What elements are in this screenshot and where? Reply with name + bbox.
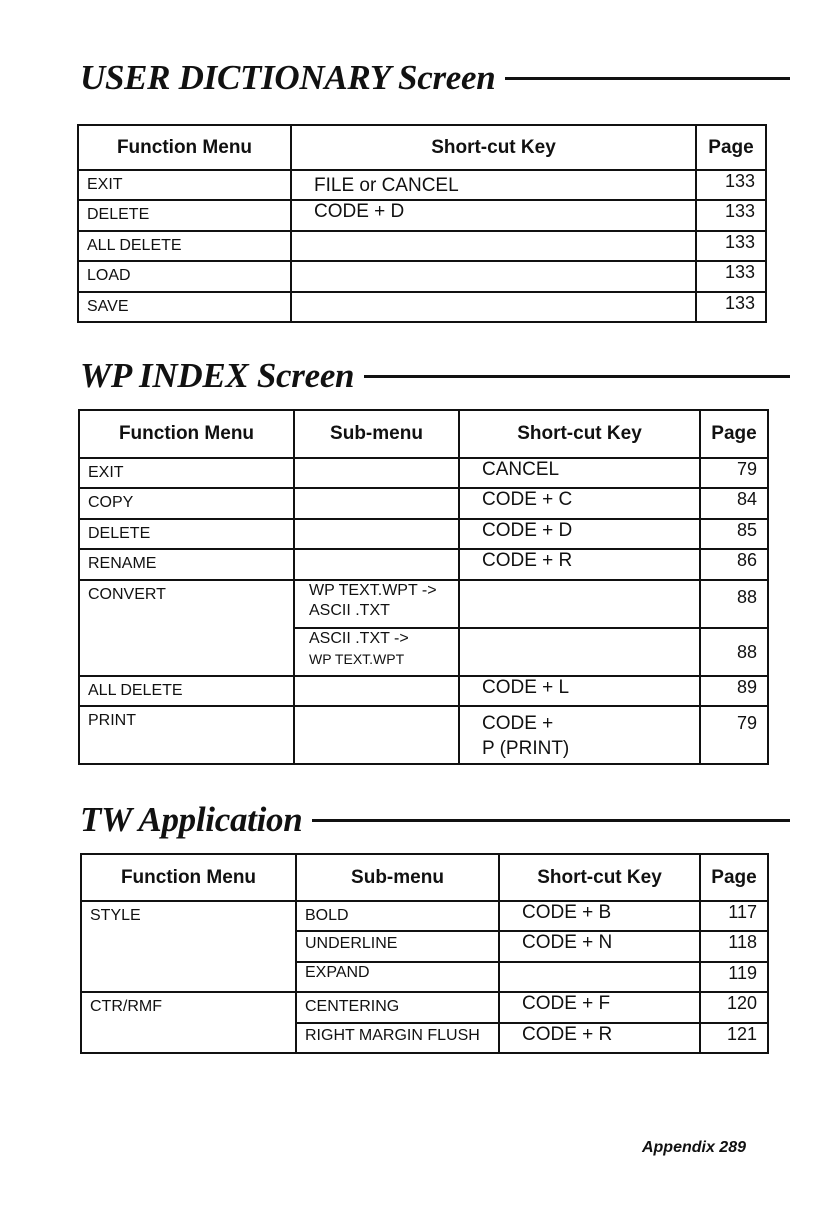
shortcut-cell xyxy=(291,231,696,261)
submenu-cell xyxy=(294,519,459,549)
function-cell: DELETE xyxy=(79,519,294,549)
table-row xyxy=(79,488,768,519)
page-cell: 120 xyxy=(700,992,768,1023)
table-header-row xyxy=(78,125,766,170)
function-cell: ALL DELETE xyxy=(78,231,291,261)
user-dictionary-table xyxy=(77,124,767,323)
submenu-cell xyxy=(294,580,459,628)
submenu-cell: EXPAND xyxy=(296,962,499,992)
function-cell: CTR/RMF xyxy=(81,992,296,1023)
column-header: Function Menu xyxy=(81,854,296,901)
function-cell xyxy=(81,1023,296,1053)
table-row xyxy=(79,580,768,628)
shortcut-cell xyxy=(459,580,700,628)
page-footer: Appendix 289 xyxy=(641,1139,746,1156)
column-header: Sub-menu xyxy=(294,410,459,458)
submenu-cell xyxy=(294,549,459,580)
table-row xyxy=(78,261,766,292)
function-cell: ALL DELETE xyxy=(79,676,294,706)
page-cell: 79 xyxy=(700,458,768,488)
page-cell: 133 xyxy=(696,170,766,200)
function-cell: EXIT xyxy=(78,170,291,200)
submenu-cell: UNDERLINE xyxy=(296,931,499,962)
heading-rule xyxy=(364,375,790,378)
column-header: Short-cut Key xyxy=(291,125,696,170)
table-row xyxy=(79,706,768,764)
function-cell: SAVE xyxy=(78,292,291,322)
shortcut-cell: CODE + D xyxy=(291,200,696,231)
function-cell: EXIT xyxy=(79,458,294,488)
section-title: WP INDEX Screen xyxy=(80,356,355,395)
column-header: Page xyxy=(700,854,768,901)
page-cell: 121 xyxy=(700,1023,768,1053)
page-cell: 79 xyxy=(700,706,768,764)
submenu-cell: CENTERING xyxy=(296,992,499,1023)
table-row xyxy=(81,901,768,931)
section-heading-user-dictionary xyxy=(80,58,790,98)
shortcut-cell xyxy=(459,706,700,764)
submenu-cell: RIGHT MARGIN FLUSH xyxy=(296,1023,499,1053)
page-cell: 118 xyxy=(700,931,768,962)
page-cell: 85 xyxy=(700,519,768,549)
shortcut-cell: CODE + R xyxy=(459,549,700,580)
page-cell: 89 xyxy=(700,676,768,706)
table-row xyxy=(79,549,768,580)
page-cell: 133 xyxy=(696,231,766,261)
submenu-cell xyxy=(294,458,459,488)
heading-rule xyxy=(505,77,790,80)
table-row xyxy=(79,519,768,549)
column-header: Page xyxy=(700,410,768,458)
table-header-row xyxy=(81,854,768,901)
function-cell xyxy=(81,931,296,962)
submenu-cell xyxy=(294,706,459,764)
shortcut-line: P (PRINT) xyxy=(482,738,570,759)
table-row xyxy=(79,676,768,706)
table-row xyxy=(78,170,766,200)
section-heading-wp-index xyxy=(80,356,790,396)
table-row xyxy=(79,628,768,676)
tw-application-table xyxy=(80,853,769,1054)
shortcut-cell xyxy=(291,170,696,200)
function-cell: DELETE xyxy=(78,200,291,231)
shortcut-cell: CODE + F xyxy=(499,992,700,1023)
table-row xyxy=(81,992,768,1023)
function-cell: RENAME xyxy=(79,549,294,580)
table-row xyxy=(78,231,766,261)
shortcut-line: CODE + xyxy=(482,713,554,734)
submenu-cell xyxy=(294,628,459,676)
table-row xyxy=(78,200,766,231)
section-title: TW Application xyxy=(80,800,303,839)
function-cell: COPY xyxy=(79,488,294,519)
table-row xyxy=(78,292,766,322)
page-cell: 84 xyxy=(700,488,768,519)
shortcut-cell xyxy=(459,628,700,676)
submenu-cell xyxy=(294,676,459,706)
function-cell xyxy=(79,628,294,676)
shortcut-cell xyxy=(499,962,700,992)
page-cell: 117 xyxy=(700,901,768,931)
shortcut-cell: CODE + C xyxy=(459,488,700,519)
shortcut-text: FILE or CANCEL xyxy=(314,175,459,196)
function-cell: STYLE xyxy=(81,901,296,931)
table-row xyxy=(79,458,768,488)
table-row xyxy=(81,931,768,962)
shortcut-cell: CODE + B xyxy=(499,901,700,931)
column-header: Function Menu xyxy=(79,410,294,458)
shortcut-cell: CODE + N xyxy=(499,931,700,962)
section-title: USER DICTIONARY Screen xyxy=(80,58,496,97)
submenu-line: WP TEXT.WPT xyxy=(309,651,405,667)
page-cell: 119 xyxy=(700,962,768,992)
column-header: Short-cut Key xyxy=(459,410,700,458)
table-header-row xyxy=(79,410,768,458)
function-cell: LOAD xyxy=(78,261,291,292)
column-header: Function Menu xyxy=(78,125,291,170)
submenu-line: ASCII .TXT -> xyxy=(309,630,409,647)
shortcut-cell xyxy=(291,261,696,292)
shortcut-cell: CODE + D xyxy=(459,519,700,549)
shortcut-cell: CANCEL xyxy=(459,458,700,488)
column-header: Sub-menu xyxy=(296,854,499,901)
column-header: Short-cut Key xyxy=(499,854,700,901)
page-cell: 133 xyxy=(696,200,766,231)
section-heading-tw-application xyxy=(80,800,790,840)
wp-index-table xyxy=(78,409,769,765)
page-cell: 86 xyxy=(700,549,768,580)
table-row xyxy=(81,962,768,992)
shortcut-cell: CODE + L xyxy=(459,676,700,706)
page-cell: 133 xyxy=(696,261,766,292)
function-cell xyxy=(81,962,296,992)
function-cell: PRINT xyxy=(79,706,294,764)
submenu-line: WP TEXT.WPT -> xyxy=(309,582,437,599)
page-cell: 133 xyxy=(696,292,766,322)
column-header: Page xyxy=(696,125,766,170)
shortcut-cell: CODE + R xyxy=(499,1023,700,1053)
table-row xyxy=(81,1023,768,1053)
submenu-line: ASCII .TXT xyxy=(309,602,390,619)
heading-rule xyxy=(312,819,790,822)
submenu-cell xyxy=(294,488,459,519)
page-cell: 88 xyxy=(700,580,768,628)
submenu-cell: BOLD xyxy=(296,901,499,931)
page-cell: 88 xyxy=(700,628,768,676)
shortcut-cell xyxy=(291,292,696,322)
function-cell: CONVERT xyxy=(79,580,294,628)
